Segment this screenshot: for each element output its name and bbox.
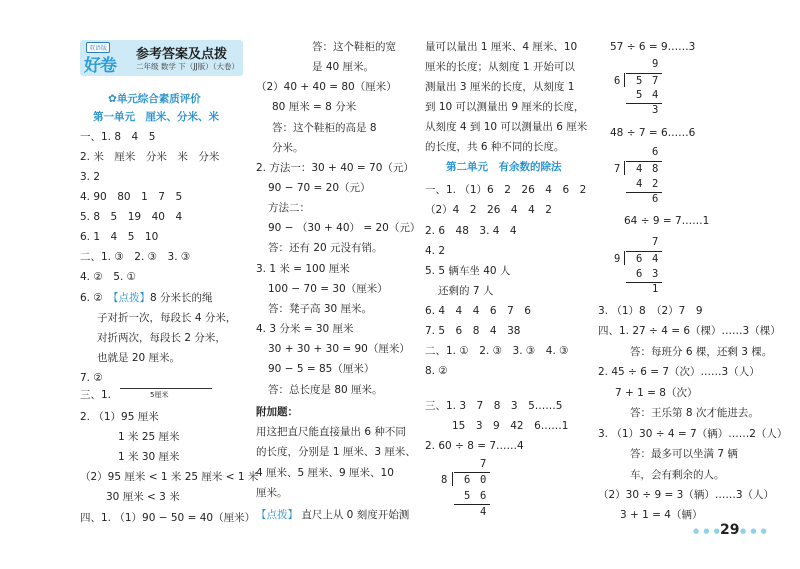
ld-divisor: 6 — [614, 75, 621, 87]
ld-dividend: 5 — [636, 75, 643, 87]
answer-line: 3. 1 米 = 100 厘米 — [256, 263, 350, 275]
answer-line: 答：凳子高 30 厘米。 — [268, 303, 373, 315]
ld-divisor: 7 — [614, 163, 621, 175]
answer-line: 1 米 30 厘米 — [118, 451, 180, 463]
answer-line: 1 米 25 厘米 — [118, 431, 180, 443]
equation: 64 ÷ 9 = 7……1 — [624, 215, 710, 227]
unit-title: 第二单元 有余数的除法 — [446, 161, 562, 173]
logo-text: 好卷 — [84, 56, 116, 76]
ld-product: 4 — [636, 178, 643, 190]
ld-bar — [626, 251, 662, 252]
ld-remainder: 6 — [652, 193, 659, 205]
ld-remainder: 3 — [652, 104, 659, 116]
answer-line: 四、1. （1）90 − 50 = 40（厘米） — [80, 512, 256, 524]
answer-line: 3 + 1 = 4（辆） — [620, 509, 703, 521]
answer-line: 对折两次，每段长 2 分米， — [97, 332, 226, 344]
ld-divisor: 9 — [614, 253, 621, 265]
answer-line: 4 厘米、5 厘米、9 厘米、10 — [256, 467, 394, 479]
answer-line: 5. 8 5 19 40 4 — [80, 211, 183, 223]
ruler-line — [120, 388, 212, 389]
answer-line: 80 厘米 = 8 分米 — [272, 101, 357, 113]
answer-line: 3. （1）30 ÷ 4 = 7（辆）……2（人） — [598, 428, 788, 440]
ruler-label: 5厘米 — [150, 391, 169, 399]
ld-bracket — [452, 472, 453, 486]
tip-label: 【点拨】 — [113, 292, 151, 304]
ld-bar — [626, 73, 662, 74]
ld-product: 3 — [652, 268, 659, 280]
answer-line: 也就是 20 厘米。 — [97, 352, 181, 364]
answer-line: 6. 1 4 5 10 — [80, 231, 159, 243]
answer-line: 4. 3 分米 = 30 厘米 — [256, 323, 354, 335]
tip-label: 【点拨】 — [256, 509, 298, 521]
answer-line: 15 3 9 42 6……1 — [452, 420, 569, 432]
answer-line: 4. ② 5. ① — [80, 271, 137, 283]
section-title: ✿单元综合素质评价 — [108, 93, 201, 105]
answer-line: 的长度，共 6 种不同的长度。 — [425, 141, 565, 153]
answer-line: 答：这个鞋柜的高是 8 — [272, 122, 377, 134]
logo — [82, 42, 128, 74]
ld-quotient: 9 — [652, 58, 659, 70]
extra-heading: 附加题： — [256, 406, 298, 418]
answer-line: 三、1. 3 7 8 3 5……5 — [425, 400, 563, 412]
ld-bar — [454, 472, 490, 473]
answer-line: 2. 6 48 3. 4 4 — [425, 225, 517, 237]
ld-bracket — [624, 161, 625, 175]
answer-line: 3. 2 — [80, 171, 101, 183]
ld-divisor: 8 — [441, 474, 448, 486]
answer-line: 2. 60 ÷ 8 = 7……4 — [425, 440, 524, 452]
answer-line: 到 10 可以测量出 9 厘米的长度， — [425, 101, 585, 113]
ld-product: 4 — [652, 89, 659, 101]
answer-line: 厘米的长度；从刻度 1 开始可以 — [425, 61, 575, 73]
page-title: 参考答案及点拨 — [136, 47, 228, 62]
answer-line: 从刻度 4 到 10 可以测量出 6 厘米 — [425, 121, 588, 133]
answer-line: 3. （1）8 （2）7 9 — [598, 305, 703, 317]
answer-line: 方法二： — [268, 202, 310, 214]
answer-line: 90 − 5 = 85（厘米） — [268, 363, 375, 375]
ld-product: 5 — [636, 89, 643, 101]
answer-line: 四、1. 27 ÷ 4 = 6（棵）……3（棵） — [598, 325, 781, 337]
answer-line: 子对折一次，每段长 4 分米， — [97, 312, 237, 324]
answer-line: 分米。 — [272, 142, 304, 154]
answer-line: 6. 4 4 4 6 7 6 — [425, 305, 531, 317]
answer-line: 答：这个鞋柜的宽 — [312, 41, 396, 53]
answer-line: 量可以量出 1 厘米、4 厘米、10 — [425, 41, 578, 53]
page-subtitle: 二年级 数学 下（JJ版）（大卷） — [136, 62, 239, 71]
ld-product: 2 — [652, 178, 659, 190]
ld-quotient: 6 — [652, 146, 659, 158]
answer-line: 6. ② 【点拨】8 分米长的绳 — [80, 292, 213, 304]
ld-remainder: 1 — [652, 283, 659, 295]
answer-line: 二、1. ① 2. ③ 3. ③ 4. ③ — [425, 345, 569, 357]
ld-product: 6 — [636, 268, 643, 280]
answer-line: 2. 米 厘米 分米 米 分米 — [80, 151, 220, 163]
answer-line: 2. 方法一：30 + 40 = 70（元） — [256, 162, 414, 174]
answer-line: 用这把直尺能直接量出 6 种不同 — [256, 426, 406, 438]
answer-line: 厘米。 — [256, 487, 288, 499]
flower-icon: ✿ — [108, 93, 117, 105]
answer-line: 答：总长度是 80 厘米。 — [268, 384, 383, 396]
ld-dividend: 4 — [652, 253, 659, 265]
answer-line: 7. 5 6 8 4 38 — [425, 325, 521, 337]
ld-dividend: 7 — [652, 75, 659, 87]
logo-tag: 双语版 — [86, 42, 110, 53]
answer-line: 4. 2 — [425, 245, 446, 257]
ld-bar — [626, 161, 662, 162]
decor-dots: ● ● ● — [693, 527, 721, 535]
answer-line: （2）4 2 26 4 4 2 — [425, 204, 552, 216]
answer-line: 90 − （30 + 40） = 20（元） — [268, 222, 421, 234]
ld-dividend: 6 — [464, 474, 471, 486]
ld-dividend: 0 — [480, 474, 487, 486]
answer-line: 一、1. 8 4 5 — [80, 131, 156, 143]
equation: 57 ÷ 6 = 9……3 — [610, 41, 696, 53]
ld-dividend: 8 — [652, 163, 659, 175]
answer-line: 答：每班分 6 棵，还剩 3 棵。 — [630, 346, 773, 358]
answer-line: 的长度，分别是 1 厘米、3 厘米、 — [256, 446, 416, 458]
ld-bracket — [624, 73, 625, 87]
answer-line: 100 − 70 = 30（厘米） — [268, 283, 388, 295]
answer-line: 答：最多可以坐满 7 辆 — [630, 448, 738, 460]
answer-line: 三、1. — [80, 389, 112, 401]
answer-line: 7 + 1 = 8（次） — [615, 387, 698, 399]
answer-line: 4. 90 80 1 7 5 — [80, 191, 183, 203]
answer-line: （2）95 厘米 < 1 米 25 厘米 < 1 米 — [80, 471, 259, 483]
answer-line: 还剩的 7 人 — [438, 285, 494, 297]
ld-bar — [454, 504, 490, 505]
ld-bracket — [624, 251, 625, 265]
answer-line: 测量出 3 厘米的长度，从刻度 1 — [425, 81, 575, 93]
answer-line: 二、1. ③ 2. ③ 3. ③ — [80, 251, 191, 263]
ld-remainder: 4 — [480, 506, 487, 518]
answer-line: （2）40 + 40 = 80（厘米） — [256, 81, 397, 93]
page-number: 29 — [720, 522, 740, 538]
answer-line: 5. 5 辆车坐 40 人 — [425, 265, 511, 277]
answer-line: 答：还有 20 元没有销。 — [268, 242, 383, 254]
ld-quotient: 7 — [480, 458, 487, 470]
equation: 48 ÷ 7 = 6……6 — [610, 127, 696, 139]
answer-line: 车，会有剩余的人。 — [630, 469, 725, 481]
header-banner — [80, 40, 243, 76]
ld-dividend: 6 — [636, 253, 643, 265]
ld-quotient: 7 — [652, 236, 659, 248]
unit-title: 第一单元 厘米、分米、米 — [93, 111, 219, 123]
answer-line: （2）30 ÷ 9 = 3（辆）……3（人） — [598, 489, 775, 501]
answer-line: 30 厘米 < 3 米 — [106, 491, 180, 503]
answer-line: 7. ② — [80, 372, 103, 384]
answer-line: 30 + 30 + 30 = 90（厘米） — [268, 343, 410, 355]
answer-line: 【点拨】 直尺上从 0 刻度开始测 — [256, 509, 410, 521]
answer-line: 2. 45 ÷ 6 = 7（次）……3（人） — [598, 366, 760, 378]
answer-line: 答：王乐第 8 次才能进去。 — [630, 407, 759, 419]
answer-line: 一、1. （1）6 2 26 4 6 2 — [425, 184, 587, 196]
answer-line: 8. ② — [425, 365, 448, 377]
answer-line: 2. （1）95 厘米 — [80, 411, 159, 423]
answer-line: 是 40 厘米。 — [312, 61, 375, 73]
ld-product: 5 — [464, 490, 471, 502]
ld-product: 6 — [480, 490, 487, 502]
ld-dividend: 4 — [636, 163, 643, 175]
answer-line: 90 − 70 = 20（元） — [268, 182, 371, 194]
decor-dots: ● ● ● — [740, 527, 768, 535]
